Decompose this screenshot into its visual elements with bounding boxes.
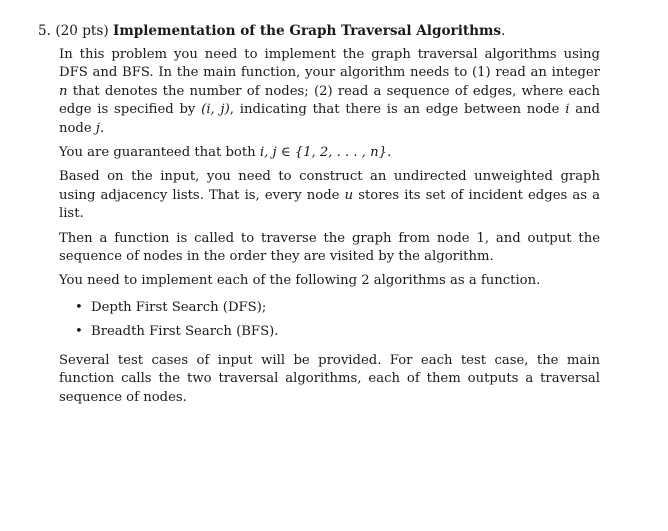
text-run: Based on the input, you need to construct an undirected unweighted graph using adjacency lists. That is, every node [59, 169, 600, 203]
text-run: , indicating that there is an edge between node [229, 102, 566, 118]
math-set: i, j ∈ {1, 2, . . . , n} [259, 145, 388, 161]
problem-header [38, 21, 505, 41]
text-run: and node [59, 102, 600, 136]
text-run: . [99, 120, 105, 136]
text-run: You are guaranteed that both [59, 145, 260, 161]
bullet-icon: • [75, 299, 83, 315]
list-item [75, 323, 600, 341]
list-item-text: Depth First Search (DFS); [91, 299, 267, 315]
problem-body [59, 46, 600, 413]
math-edge-pair: (i, j) [201, 102, 230, 118]
paragraph-construct-graph [59, 168, 600, 223]
bullet-icon: • [75, 324, 83, 340]
math-n: n [59, 83, 68, 99]
math-u: u [344, 187, 354, 203]
paragraph-test-cases: Several test cases of input will be provided. For each test case, the main function calls the two traversal algorithms, each of them outputs a traversal sequence of nodes. [59, 352, 600, 405]
text-run: stores its set of incident edges as a list. [59, 187, 600, 222]
paragraph-implement: You need to implement each of the following 2 algorithms as a function. [59, 273, 541, 289]
text-run: In this problem you need to implement the graph traversal algorithms using DFS and BFS. In the main function, your algorithm needs to (1) read an integer [59, 47, 600, 81]
list-item [75, 299, 600, 317]
list-item-text: Breadth First Search (BFS). [91, 324, 279, 340]
paragraph-traverse: Then a function is called to traverse the graph from node 1, and output the sequence of nodes in the order they are visited by the algorithm. [59, 230, 600, 265]
algorithm-list [59, 299, 600, 342]
math-i: i [565, 102, 570, 118]
text-run: . [387, 145, 392, 161]
math-j: j [95, 120, 100, 136]
text-run: that denotes the number of nodes; (2) read a sequence of edges, where each edge is specified by [59, 83, 600, 118]
problem-number: 5. [38, 23, 51, 39]
paragraph-guarantee [59, 144, 600, 162]
problem-title: Implementation of the Graph Traversal Algorithms [113, 23, 502, 39]
problem-title-period: . [501, 23, 506, 39]
problem-points: (20 pts) [55, 23, 109, 39]
paragraph-intro [59, 46, 600, 138]
